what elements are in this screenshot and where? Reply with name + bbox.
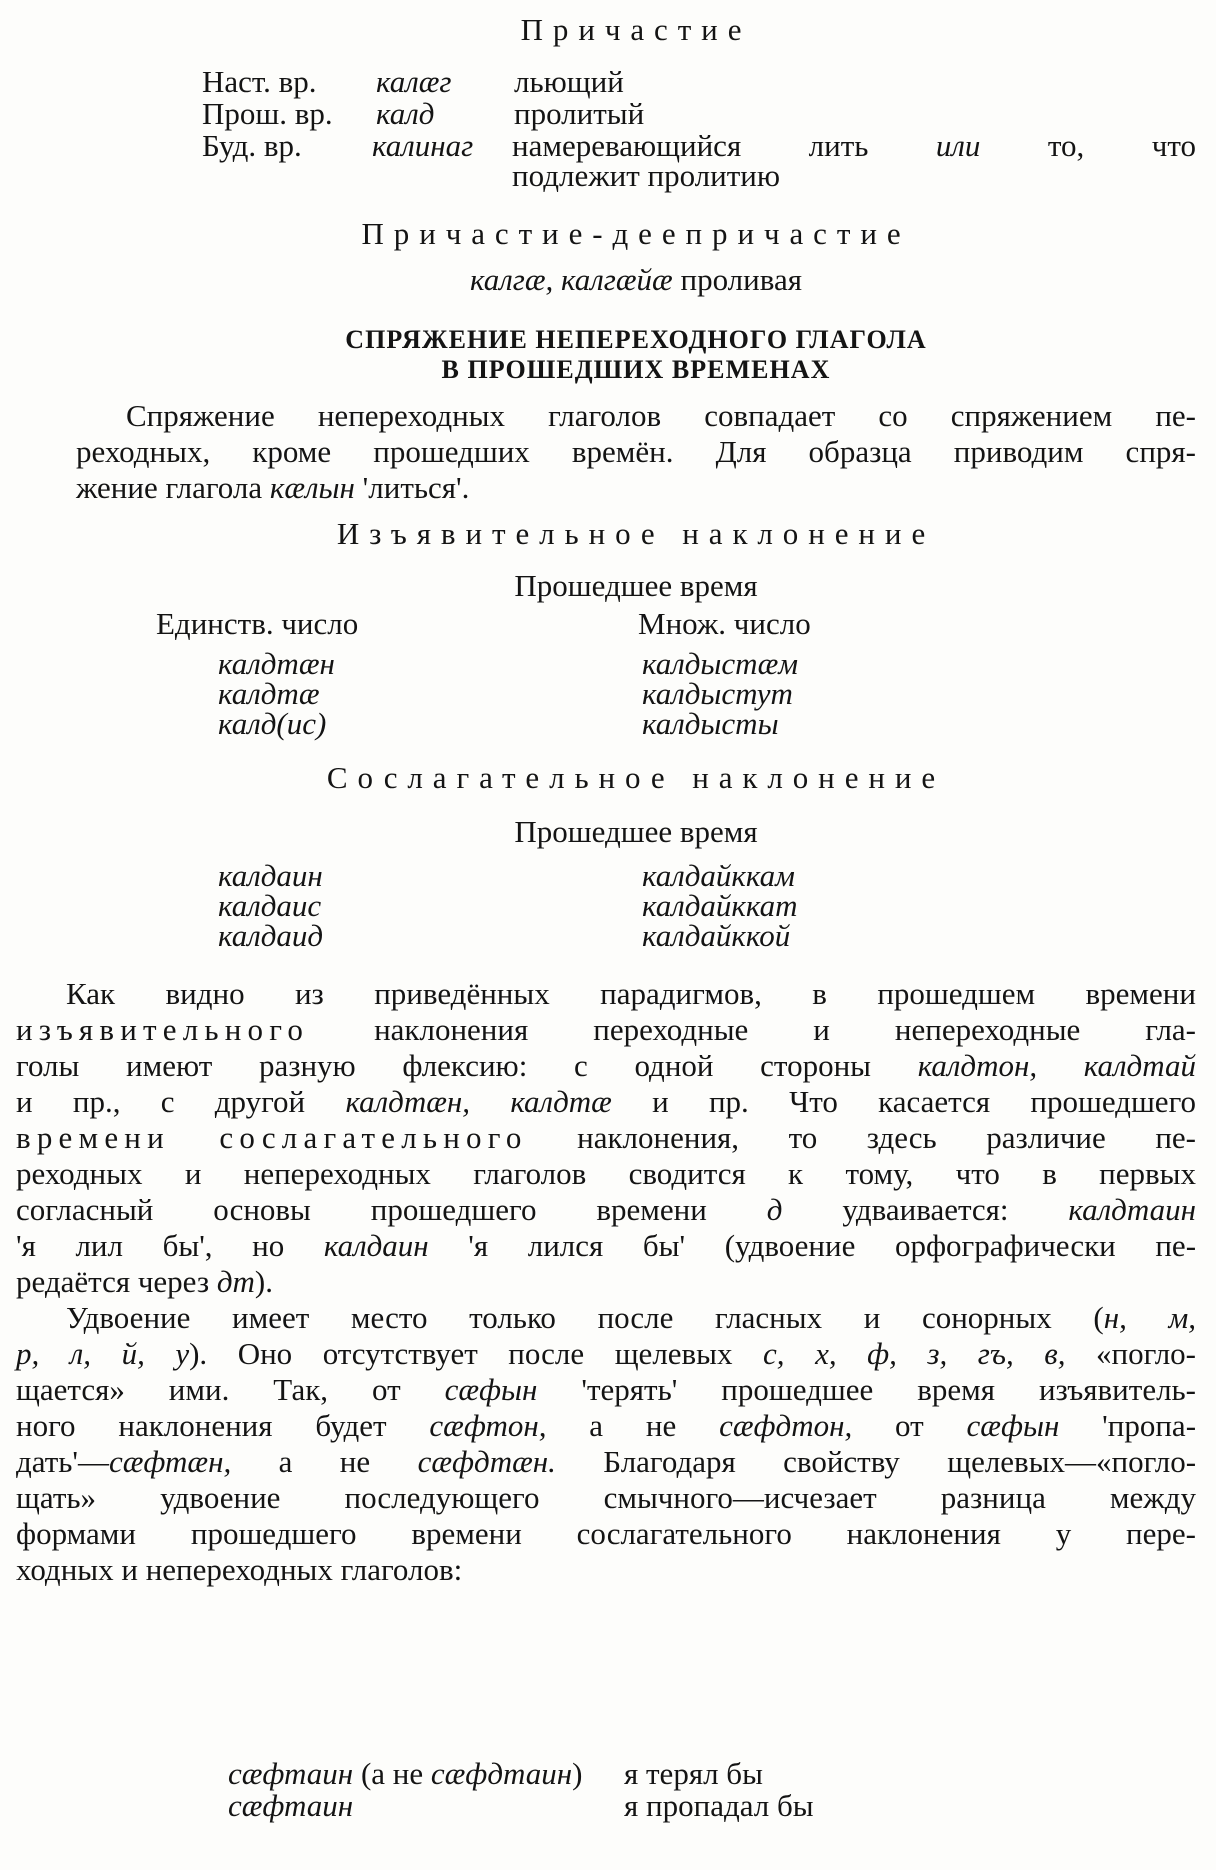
section-heading-1: СПРЯЖЕНИЕ НЕПЕРЕХОДНОГО ГЛАГОЛА: [345, 325, 927, 354]
example-1: сæфтаин (а не сæфдтаин): [228, 1756, 583, 1791]
example-2-meaning: я пропадал бы: [624, 1788, 814, 1823]
indicative-singular-1: калдтæн: [218, 646, 335, 681]
participle-title: Причастие: [520, 12, 752, 47]
subjunctive-singular-3: калдаид: [218, 918, 324, 953]
indicative-singular-3: калд(ис): [218, 706, 327, 741]
paragraph-2: Удвоение имеет место только после гласных и сонорных (н, м, р, л, й, у). Оно отсутствует после щелевых с, х, ф, з, гъ, в, «погло- щается» ими. Так, от сæфын 'терять' прошедшее время изъявитель- ного наклонения будет сæфтон, а не сæфдтон, от сæфын 'пропа- дать'—сæфтæн, а не сæфдтæн. Благодаря свойству щелевых—«погло- щать» удвоение последующего смычного—исчезает разница между формами прошедшего времени сослагательного наклонения у пере- ходных и непереходных глаголов:: [16, 1300, 1197, 1587]
participle-tense-past: Прош. вр.: [202, 96, 333, 131]
participle-meaning-present: льющий: [514, 64, 624, 99]
indicative-plural-2: калдыстут: [642, 676, 793, 711]
section-intro: Спряжение непереходных глаголов совпадает со спряжением пе- реходных, кроме прошедших времён. Для образца приводим спря- жение глагола кæлын 'литься'.: [76, 398, 1196, 505]
participle-form-past: калд: [376, 96, 435, 131]
gerund-forms: калгæ, калгæйæ: [470, 262, 673, 297]
gerund-title: Причастие-деепричастие: [361, 216, 911, 251]
participle-meaning-future: намеревающийся лить или то, что: [512, 128, 1197, 163]
gerund-meaning: проливая: [680, 262, 802, 297]
document-page: [16, 0, 1197, 1870]
participle-meaning-past: пролитый: [514, 96, 645, 131]
indicative-singular-2: калдтæ: [218, 676, 320, 711]
paragraph-1: Как видно из приведённых парадигмов, в прошедшем времени изъявительного наклонения переходные и непереходные гла- голы имеют разную флексию: с одной стороны калдтон, калдтай и пр., с другой калдтæн, калдтæ и пр. Что касается прошедшего времени сослагательного наклонения, то здесь различие пе- реходных и непереходных глаголов сводится к тому, что в первых согласный основы прошедшего времени д удваивается: калдтаин 'я лил бы', но калдаин 'я лился бы' (удвоение орфографически пе- редаётся через дт).: [16, 976, 1197, 1299]
indicative-plural-3: калдысты: [642, 706, 779, 741]
subjunctive-plural-2: калдайккат: [642, 888, 798, 923]
subjunctive-singular-2: калдаис: [218, 888, 322, 923]
participle-tense-present: Наст. вр.: [202, 64, 317, 99]
gerund-line: [76, 262, 1196, 298]
subjunctive-title: Сослагательное наклонение: [326, 760, 946, 795]
participle-form-future: калинаг: [372, 128, 474, 163]
section-heading-2: В ПРОШЕДШИХ ВРЕМЕНАХ: [441, 355, 831, 384]
indicative-title: Изъявительное наклонение: [336, 516, 936, 551]
indicative-plural-1: калдыстæм: [642, 646, 799, 681]
participle-tense-future: Буд. вр.: [202, 128, 302, 163]
example-2-form: сæфтаин: [228, 1788, 354, 1823]
indicative-subtitle: Прошедшее время: [514, 568, 758, 603]
subjunctive-subtitle: Прошедшее время: [514, 814, 758, 849]
example-1-meaning: я терял бы: [624, 1756, 763, 1791]
subjunctive-plural-1: калдайккам: [642, 858, 795, 893]
example-1-form: сæфтаин: [228, 1756, 354, 1791]
subjunctive-singular-1: калдаин: [218, 858, 323, 893]
participle-meaning-future-cont: подлежит пролитию: [512, 158, 781, 193]
indicative-plural-header: Множ. число: [638, 606, 811, 641]
subjunctive-plural-3: калдайккой: [642, 918, 791, 953]
participle-form-present: калæг: [376, 64, 452, 99]
indicative-singular-header: Единств. число: [156, 606, 359, 641]
